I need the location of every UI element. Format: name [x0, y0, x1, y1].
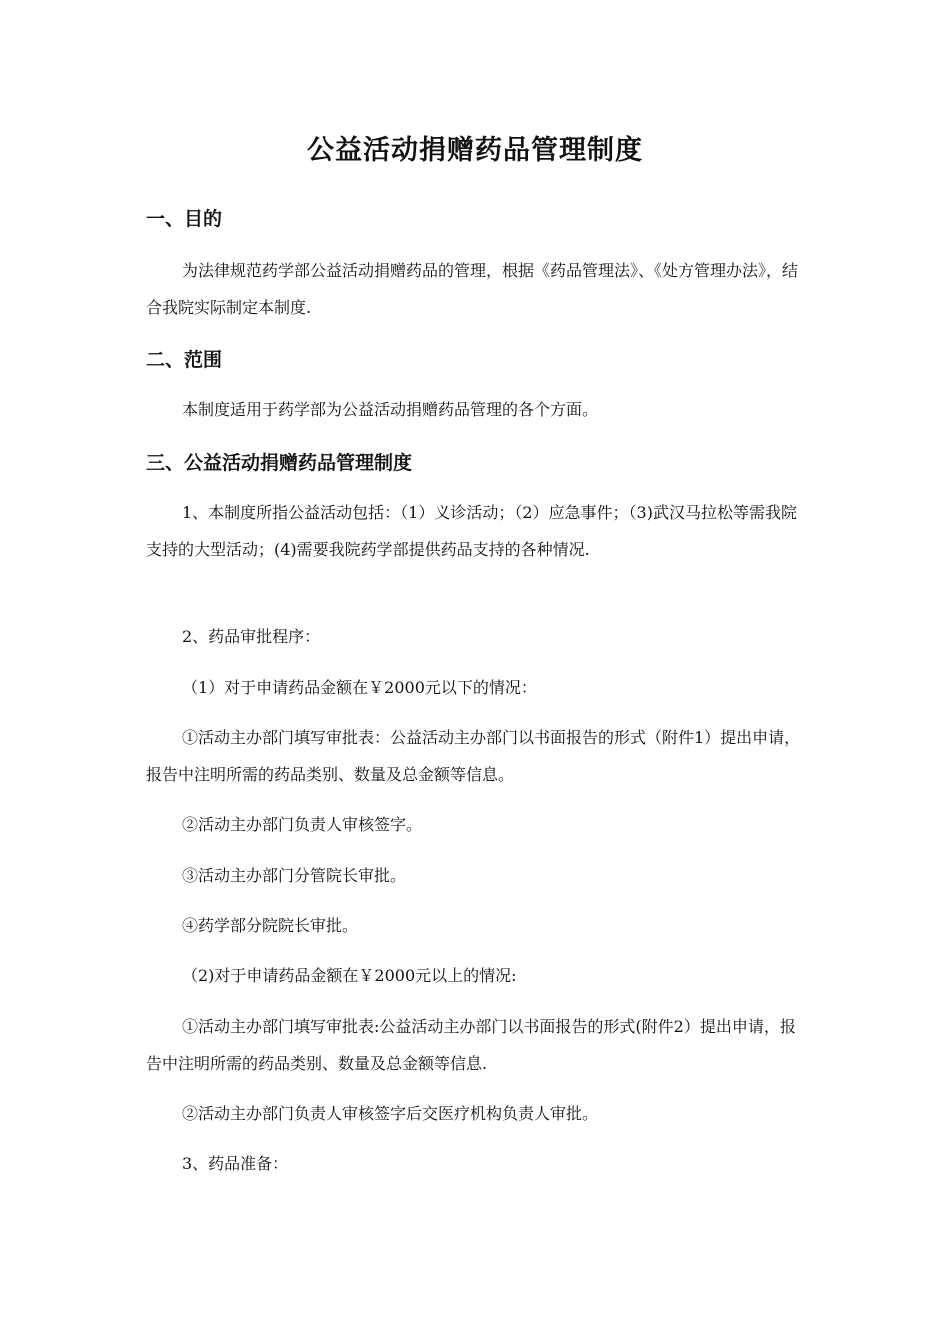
paragraph-scope: 本制度适用于药学部为公益活动捐赠药品管理的各个方面。	[182, 400, 599, 419]
paragraph-step-1b: ①活动主办部门填写审批表:公益活动主办部门以书面报告的形式(附件2）提出申请，报告中注明所需的药品类别、数量及总金额等信息.	[146, 1017, 796, 1073]
paragraph-step-2b: ②活动主办部门负责人审核签字后交医疗机构负责人审批。	[182, 1104, 599, 1123]
section-heading-purpose: 一、目的	[146, 208, 223, 230]
section-heading-policy: 三、公益活动捐赠药品管理制度	[146, 452, 413, 474]
paragraph-purpose: 为法律规范药学部公益活动捐赠药品的管理，根据《药品管理法》、《处方管理办法》，结合我院实际制定本制度.	[146, 261, 799, 317]
paragraph-under-2000: （1）对于申请药品金额在￥2000元以下的情况：	[182, 678, 537, 697]
paragraph-activities: 1、本制度所指公益活动包括：（1）义诊活动；（2）应急事件；（3)武汉马拉松等需我院支持的大型活动；(4)需要我院药学部提供药品支持的各种情况.	[146, 503, 797, 559]
paragraph-step-4a: ④药学部分院院长审批。	[182, 916, 359, 935]
document-title: 公益活动捐赠药品管理制度	[307, 135, 643, 166]
paragraph-approval-procedure: 2、药品审批程序：	[182, 627, 321, 646]
paragraph-step-1a: ①活动主办部门填写审批表：公益活动主办部门以书面报告的形式（附件1）提出申请，报告中注明所需的药品类别、数量及总金额等信息。	[146, 728, 801, 784]
paragraph-step-2a: ②活动主办部门负责人审核签字。	[182, 815, 423, 834]
paragraph-drug-preparation: 3、药品准备：	[182, 1154, 289, 1173]
paragraph-over-2000: （2)对于申请药品金额在￥2000元以上的情况:	[182, 966, 517, 985]
paragraph-step-3a: ③活动主办部门分管院长审批。	[182, 866, 407, 885]
section-heading-scope: 二、范围	[146, 349, 223, 371]
